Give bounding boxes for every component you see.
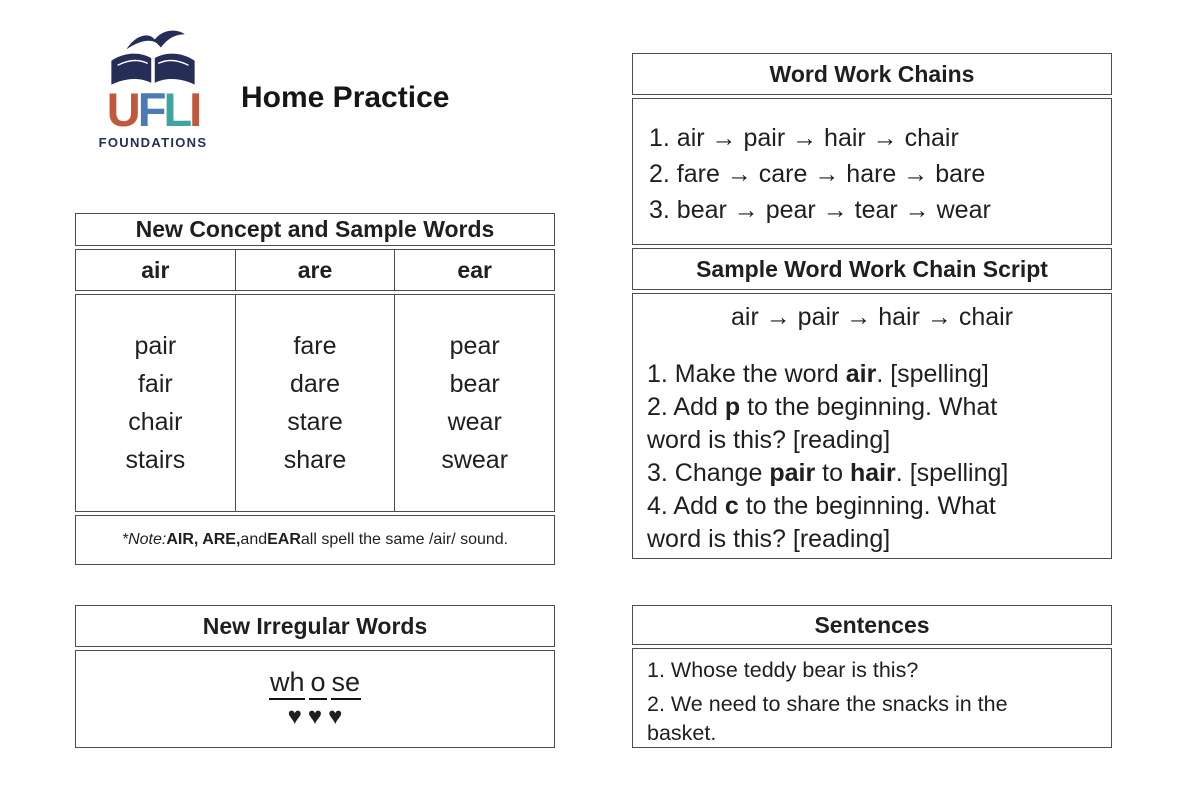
- concept-table: [75, 213, 555, 565]
- sample-words-air: pair fair chair stairs: [125, 332, 186, 474]
- sample-words-row: [75, 294, 555, 512]
- word-work-chains-list: 1. air → pair → hair → chair 2. fare → care → hare → bare 3. bear → pear → tear → wear: [632, 98, 1112, 245]
- book-bird-icon: [97, 28, 209, 90]
- concept-note: *Note: AIR, ARE, and EAR all spell the same /air/ sound.: [75, 515, 555, 565]
- page-title: Home Practice: [241, 81, 450, 114]
- sample-words-are: fare dare stare share: [235, 295, 395, 511]
- concept-table-title: New Concept and Sample Words: [75, 213, 555, 246]
- irregular-words-box: [75, 605, 555, 748]
- sample-words-ear: pear bear wear swear: [394, 295, 554, 511]
- sentence-2: 2. We need to share the snacks in the basket.: [647, 692, 1008, 745]
- concept-column-headers: [75, 249, 555, 291]
- irregular-words-title: New Irregular Words: [75, 605, 555, 647]
- column-header-ear: ear: [394, 250, 554, 290]
- ufli-logo: [96, 28, 210, 150]
- script-step-4: 4. Add c to the beginning. What word is this? [reading]: [647, 492, 996, 553]
- foundations-label: FOUNDATIONS: [98, 135, 208, 150]
- sample-script-chain: air → pair → hair → chair: [730, 303, 1014, 331]
- irregular-word-whose: wh o se: [267, 667, 363, 700]
- column-header-air: air: [141, 256, 170, 283]
- column-header-are: are: [235, 250, 395, 290]
- sample-script-title: Sample Word Work Chain Script: [632, 248, 1112, 290]
- sentences-body: [632, 648, 1112, 748]
- sentences-title: Sentences: [632, 605, 1112, 645]
- ufli-wordmark: UFLI: [106, 83, 200, 136]
- script-step-1: 1. Make the word air. [spelling]: [647, 360, 989, 388]
- irregular-words-body: [75, 650, 555, 748]
- heart-icons: ♥♥♥: [287, 703, 349, 730]
- word-work-section: [632, 53, 1112, 559]
- sentence-1: 1. Whose teddy bear is this?: [647, 658, 919, 682]
- script-step-3: 3. Change pair to hair. [spelling]: [647, 459, 1009, 487]
- word-work-chains-title: Word Work Chains: [632, 53, 1112, 95]
- sentences-box: [632, 605, 1112, 748]
- script-step-2: 2. Add p to the beginning. What word is this? [reading]: [647, 393, 998, 454]
- sample-script-body: [632, 293, 1112, 559]
